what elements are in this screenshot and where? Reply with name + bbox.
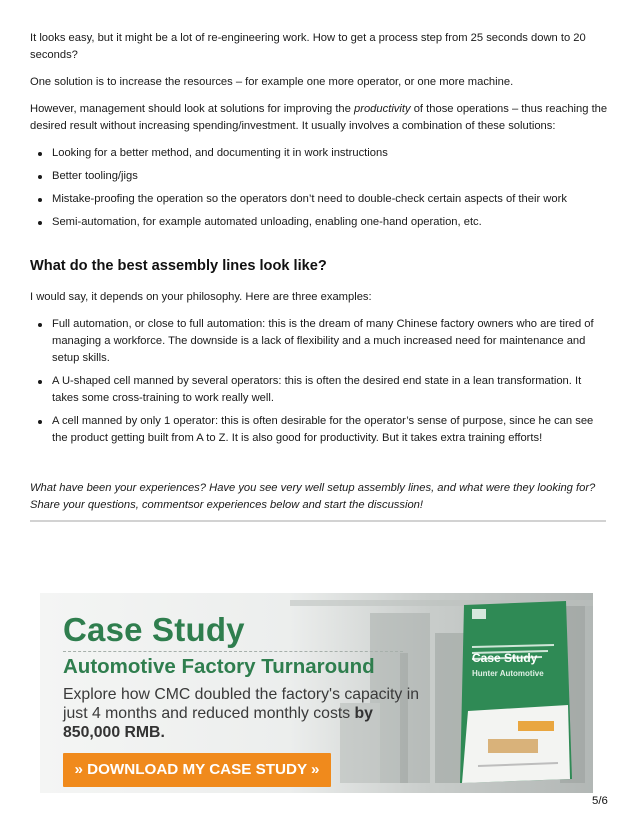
article-section-1 [30,30,608,241]
paragraph-productivity [30,101,608,135]
list-item-text: A U-shaped cell manned by several operators: this is often the desired end state in a lean transformation. It takes some cross-training to work really well. [52,375,582,404]
list-item [30,214,608,231]
section-heading: What do the best assembly lines look like? [30,258,327,274]
list-item-text: Full automation, or close to full automation: this is the dream of many Chinese factory owners who are tired of managing a workforce. The downside is a lack of flexibility and a much increased need for maintenance and setup skills. [52,318,594,364]
divider [30,520,606,522]
emphasis-productivity: productivity [354,103,411,115]
case-study-booklet-image [458,601,574,785]
bullet-dot [38,198,42,202]
bullet-dot [38,221,42,225]
list-item [30,413,608,447]
text-run: Explore how CMC doubled the factory's capacity in just 4 months and reduced monthly costs [63,686,419,722]
bullet-dot [38,420,42,424]
solutions-list [30,145,608,231]
list-item-text: Semi-automation, for example automated unloading, enabling one-hand operation, etc. [52,216,482,228]
paragraph-intro: I would say, it depends on your philosophy. Here are three examples: [30,291,372,303]
banner-subtitle: Automotive Factory Turnaround [63,655,375,678]
bullet-dot [38,380,42,384]
list-item-text: A cell manned by only 1 operator: this is often desirable for the operator’s sense of purpose, since he can see the product getting built from A to Z. It is also good for productivity. But it takes extra training efforts! [52,415,594,444]
paragraph-reengineering: It looks easy, but it might be a lot of re-engineering work. How to get a process step from 25 seconds down to 20 seconds? [30,32,586,61]
paragraph-resources: One solution is to increase the resources – for example one more operator, or one more machine. [30,76,514,88]
list-item [30,145,608,162]
banner-description [63,685,423,742]
case-study-banner[interactable] [40,593,593,793]
list-item [30,191,608,208]
text-run: However, management should look at solutions for improving the [30,103,354,115]
assembly-lines-list [30,316,608,447]
banner-title: Case Study [63,611,245,648]
list-item-text: Mistake-proofing the operation so the operators don’t need to double-check certain aspects of their work [52,193,567,205]
list-item-text: Looking for a better method, and documenting it in work instructions [52,147,388,159]
booklet-title: Case Study [472,651,538,665]
cost-savings-highlight: by 850,000 RMB. [63,705,373,741]
list-item [30,373,608,407]
bullet-dot [38,152,42,156]
bullet-dot [38,175,42,179]
banner-dashed-line [63,651,403,652]
bullet-dot [38,323,42,327]
page-number: 5/6 [592,795,608,807]
download-case-study-button[interactable]: » DOWNLOAD MY CASE STUDY » [63,753,331,787]
text-run: of those operations – thus reaching the desired result without increasing spending/investment. It usually involves a combination of these solutions: [30,103,608,132]
article-section-2 [30,289,608,457]
booklet-subtitle: Hunter Automotive [472,669,544,678]
list-item-text: Better tooling/jigs [52,170,138,182]
list-item [30,168,608,185]
list-item [30,316,608,367]
closing-question: What have been your experiences? Have you see very well setup assembly lines, and what were they looking for? Share your questions, commentsor experiences below and start the discussion! [30,482,596,511]
